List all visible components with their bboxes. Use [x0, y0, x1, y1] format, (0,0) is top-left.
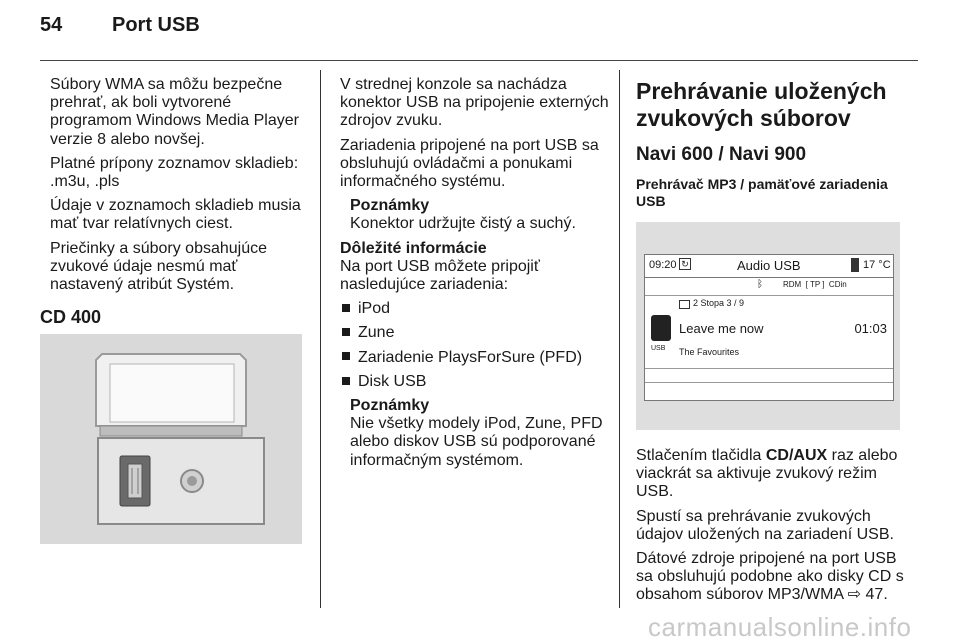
- phone-icon: [851, 258, 859, 272]
- paragraph-controls: Zariadenia pripojené na port USB sa obsluhujú ovládačmi a ponukami informačného systému.: [340, 136, 599, 191]
- audio-usb-screen: [636, 222, 900, 430]
- paragraph-playback-start: Spustí sa prehrávanie zvukových údajov uložených na zariadení USB.: [636, 507, 894, 543]
- screen-title: Audio USB: [737, 258, 801, 273]
- list-item: Zariadenie PlaysForSure (PFD): [340, 349, 610, 367]
- note-2: [340, 397, 610, 470]
- column-2: [340, 76, 610, 470]
- watermark: carmanualsonline.info: [648, 612, 912, 642]
- important-text: Na port USB môžete pripojiť nasledujúce zariadenia:: [340, 257, 540, 294]
- usb-port-photo: [40, 334, 302, 544]
- screen-temp: 17 °C: [863, 259, 891, 271]
- device-list: [340, 300, 610, 391]
- page-title: Port USB: [112, 14, 200, 36]
- paragraph-playlist-ext: Platné prípony zoznamov skladieb: .m3u, .pls: [50, 154, 299, 191]
- screen-time: 09:20: [649, 259, 677, 271]
- list-item: Disk USB: [340, 373, 610, 391]
- paragraph-mp3-wma: Dátové zdroje pripojené na port USB sa obsluhujú podobne ako disky CD s obsahom súborov MP3/WMA ⇨ 47.: [636, 550, 904, 604]
- usb-port-illustration: [40, 334, 302, 544]
- cd-aux-key: CD/AUX: [765, 447, 828, 464]
- paragraph-relative-paths: Údaje v zoznamoch skladieb musia mať tvar relatívnych ciest.: [50, 197, 301, 233]
- elapsed-time: 01:03: [854, 321, 887, 336]
- column-1: [40, 76, 308, 340]
- section-heading: Prehrávanie uložených zvukových súborov: [636, 78, 887, 131]
- refresh-icon: ↻: [679, 258, 691, 270]
- mp3-subheading: Prehrávač MP3 / pamäťové zariadenia USB: [636, 176, 888, 210]
- bullet-icon: [342, 328, 350, 336]
- screen-bottom-row: [645, 368, 893, 383]
- paragraph-wma: Súbory WMA sa môžu bezpečne prehrať, ak boli vytvorené programom Windows Media Player verzie 8 alebo novšej.: [50, 76, 299, 148]
- bullet-icon: [342, 352, 350, 360]
- bullet-icon: [342, 377, 350, 385]
- note-2-title: Poznámky: [350, 397, 430, 415]
- screen-track-area: [645, 295, 893, 369]
- screen-status: RDM [ TP ] CDin: [783, 280, 847, 289]
- usb-label: USB: [651, 345, 666, 352]
- column-divider-2: [619, 70, 620, 608]
- navi-subheading: Navi 600 / Navi 900: [636, 144, 807, 165]
- column-divider-1: [320, 70, 321, 608]
- important-title: Dôležité informácie: [340, 239, 487, 257]
- header-rule: [40, 60, 918, 61]
- bullet-icon: [342, 304, 350, 312]
- page-ref: 47.: [865, 586, 888, 604]
- paragraph-usb-connector: V strednej konzole sa nachádza konektor USB na pripojenie externých zdrojov zvuku.: [340, 76, 609, 130]
- usb-device-icon: [651, 315, 671, 341]
- list-item: Zune: [340, 324, 610, 342]
- note-2-text: Nie všetky modely iPod, Zune, PFD alebo diskov USB sú podporované informačným systémom.: [350, 415, 603, 469]
- song-title: Leave me now: [679, 321, 764, 336]
- column-3: [636, 78, 906, 210]
- note-1-text: Konektor udržujte čistý a suchý.: [350, 215, 576, 233]
- page-ref-arrow-icon: ⇨: [847, 586, 862, 604]
- list-item: iPod: [340, 300, 610, 318]
- bluetooth-icon: ᛒ: [757, 279, 763, 290]
- artist-name: The Favourites: [679, 347, 740, 357]
- note-1: [340, 197, 610, 233]
- page-number: 54: [40, 14, 63, 36]
- paragraph-system-attr: Priečinky a súbory obsahujúce zvukové údaje nesmú mať nastavený atribút Systém.: [50, 239, 268, 294]
- screen-topbar: [645, 255, 893, 278]
- track-info: 2 Stopa 3 / 9: [693, 298, 745, 308]
- screen-status-bar: [645, 277, 893, 296]
- cd400-heading: CD 400: [40, 307, 102, 328]
- page-header: [40, 14, 200, 37]
- note-1-title: Poznámky: [350, 197, 430, 215]
- column-3-lower: [636, 447, 906, 611]
- folder-icon: [679, 300, 690, 309]
- paragraph-cd-aux: Stlačením tlačidla CD/AUX raz alebo viackrát sa aktivuje zvukový režim USB.: [636, 447, 898, 501]
- screen-display: [644, 254, 894, 401]
